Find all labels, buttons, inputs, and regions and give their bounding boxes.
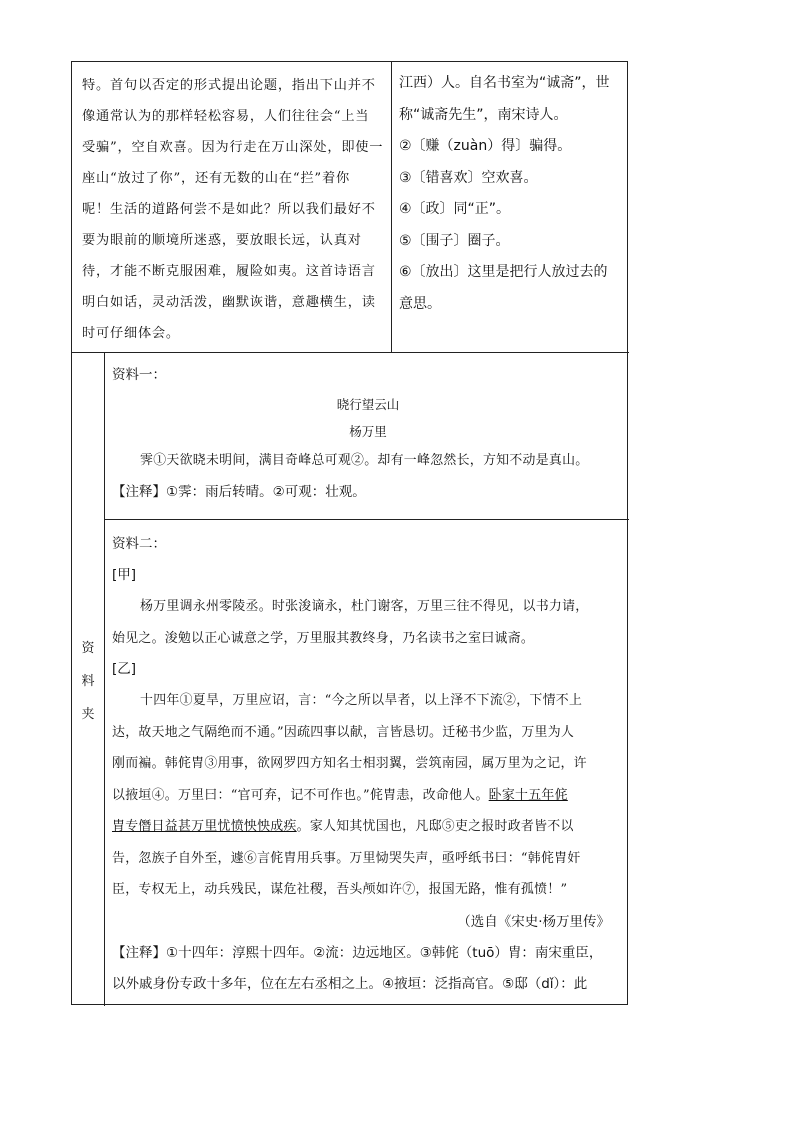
- yi-line-text: 。家人知其忧国也，凡邸⑤吏之报时政者皆不以: [296, 819, 574, 834]
- commentary-cell: [82, 70, 387, 349]
- column-divider: [391, 62, 392, 352]
- text-line: 时可仔细体会。: [82, 326, 180, 341]
- yi-line: [112, 811, 624, 843]
- material-two-note: 【注释】①十四年：淳熙十四年。②流：边远地区。③韩侂（tuō）胄：南宋重臣，: [112, 944, 603, 961]
- note-line: ④〔政〕同“正”。: [399, 201, 511, 217]
- poem-body: 霁①天欲晓未明间，满目奇峰总可观②。却有一峰忽然长，方知不动是真山。: [140, 453, 589, 468]
- jia-line: 始见之。浚勉以正心诚意之学，万里服其教终身，乃名读书之室曰诚斋。: [112, 630, 535, 646]
- material-two: [112, 529, 624, 1000]
- material-two-heading: 资料二：: [112, 536, 166, 552]
- yi-line: [112, 780, 624, 812]
- underlined-sentence: 卧家十五年侂: [488, 787, 568, 803]
- poem-author: 杨万里: [349, 424, 387, 439]
- jia-line: 杨万里调永州零陵丞。时张浚谪永，杜门谢客，万里三往不得见，以书力请，: [140, 599, 589, 614]
- jia-label: [甲]: [112, 567, 137, 583]
- text-line: 要为眼前的顺境所迷惑，要放眼长远，认真对: [82, 233, 362, 248]
- text-line: 明白如话，灵动活泼，幽默诙谐，意趣横生，读: [82, 295, 376, 310]
- row-divider: [72, 352, 629, 353]
- text-line: 呢！生活的道路何尝不是如此？所以我们最好不: [82, 202, 376, 217]
- note-line: ②〔赚（zuàn）得〕骗得。: [399, 138, 572, 154]
- yi-line: 臣，专权无上，动兵残民，谋危社稷，吾头颅如许⑦，报国无路，惟有孤愤！”: [112, 882, 568, 897]
- source-citation: （选自《宋史·杨万里传》: [457, 913, 610, 930]
- note-line: ⑤〔围子〕圈子。: [399, 232, 510, 249]
- poem-title: 晓行望云山: [336, 397, 400, 412]
- material-one-heading: 资料一：: [112, 367, 166, 383]
- text-line: 像通常认为的那样轻松容易，人们往往会“上当: [82, 109, 370, 124]
- text-line: 受骗”，空自欢喜。因为行走在万山深处，即使一: [82, 140, 384, 155]
- yi-line-text: 以掖垣④。万里曰：“官可弃，记不可作也。”侂胄恚，改命他人。: [112, 787, 489, 803]
- note-line: 称“诚斋先生”，南宋诗人。: [399, 106, 568, 123]
- material-divider: [104, 519, 629, 520]
- text-line: 特。首句以否定的形式提出论题，指出下山并不: [82, 78, 376, 93]
- yi-line: 达，故天地之气隔绝而不通。”因疏四事以献，言皆恳切。迁秘书少监，万里为人: [112, 724, 575, 740]
- material-two-note: 以外戚身份专政十多年，位在左右丞相之上。④掖垣：泛指高官。⑤邸（dǐ）：此: [112, 975, 588, 992]
- note-line: 江西）人。自名书室为“诚斋”，世: [399, 75, 610, 91]
- content-table: [71, 61, 628, 1005]
- side-label-char: 夹: [81, 707, 95, 722]
- side-label: [72, 632, 104, 731]
- side-label-char: 料: [81, 674, 95, 689]
- underlined-sentence: 胄专僭日益甚万里忧愤怏怏成疾: [112, 819, 297, 834]
- yi-label: [乙]: [112, 661, 137, 677]
- text-line: 待，才能不断克服困难，履险如夷。这首诗语言: [82, 264, 376, 279]
- notes-cell: [399, 68, 625, 320]
- side-column-divider: [104, 352, 105, 1006]
- side-label-char: 资: [81, 641, 95, 656]
- commentary-text: [82, 70, 387, 349]
- yi-line: 告，忽族子自外至，遽⑥言侂胄用兵事。万里恸哭失声，亟呼纸书曰：“韩侂胄奸: [112, 850, 581, 866]
- yi-line: 十四年①夏旱，万里应诏，言：“今之所以旱者，以上泽不下流②，下情不上: [140, 693, 583, 708]
- text-line: 座山“放过了你”，还有无数的山在“拦”着你: [82, 171, 350, 186]
- material-one: [112, 360, 624, 508]
- note-line: ⑥〔放出〕这里是把行人放过去的: [399, 264, 608, 280]
- material-one-note: 【注释】①霁：雨后转晴。②可观：壮观。: [112, 483, 366, 500]
- note-line: ③〔错喜欢〕空欢喜。: [399, 169, 538, 186]
- yi-line: 刚而褊。韩侂胄③用事，欲网罗四方知名士相羽翼，尝筑南园，属万里为之记，许: [112, 756, 587, 771]
- note-line: 意思。: [399, 295, 441, 312]
